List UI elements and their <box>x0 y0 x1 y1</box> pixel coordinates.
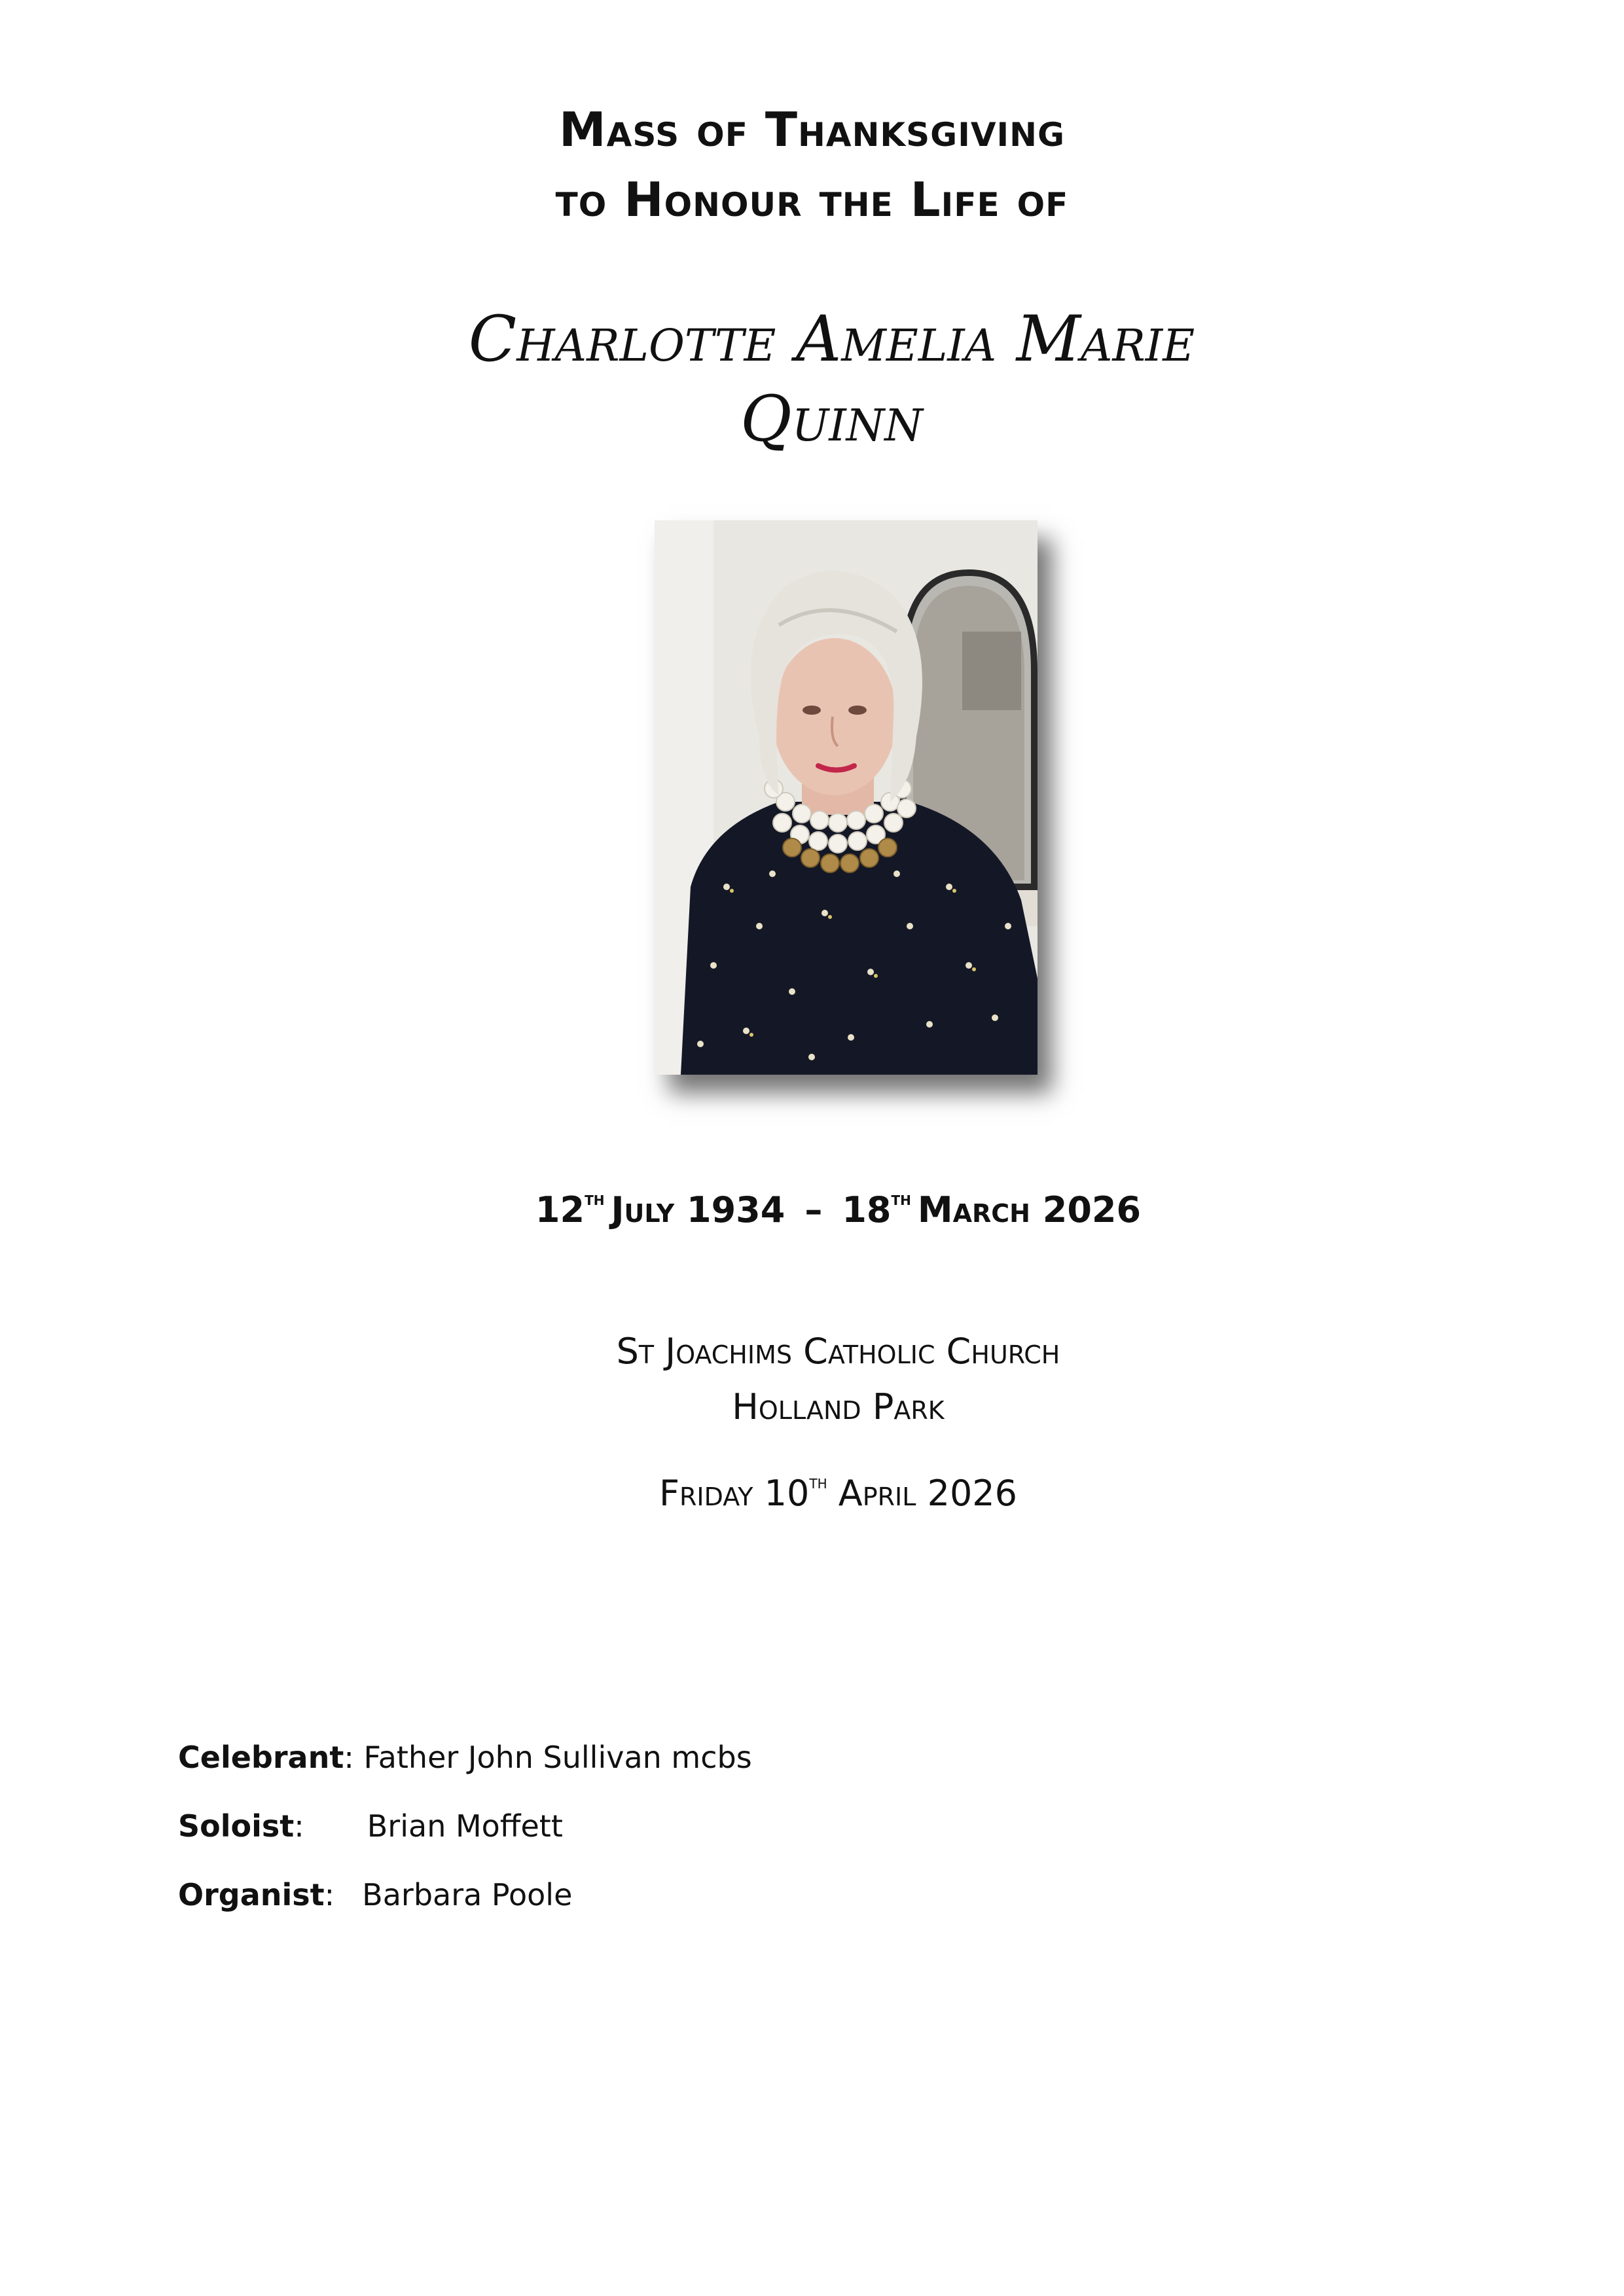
church-suburb: Holland Park <box>732 1386 945 1427</box>
soloist-name: Brian Moffett <box>367 1808 563 1844</box>
service-date-ordinal: th <box>809 1471 827 1493</box>
deceased-name-line-1: Charlotte Amelia Marie <box>468 302 1195 376</box>
service-date-month-year: April 2026 <box>838 1473 1018 1514</box>
organist-label: Organist <box>178 1877 325 1912</box>
credit-soloist: Soloist: Brian Moffett <box>178 1808 563 1844</box>
death-ordinal: th <box>891 1188 911 1210</box>
credit-celebrant: Celebrant: Father John Sullivan mcbs <box>178 1740 752 1775</box>
death-month-year: March 2026 <box>917 1189 1142 1230</box>
life-dates <box>26 1173 1624 1236</box>
portrait-illustration <box>655 520 1038 1075</box>
portrait-photo <box>655 520 1038 1075</box>
service-date <box>26 1456 1624 1520</box>
service-title-line-2: to Honour the Life of <box>555 172 1069 227</box>
birth-ordinal: th <box>585 1188 605 1210</box>
credit-organist: Organist: Barbara Poole <box>178 1877 573 1912</box>
birth-day: 12 <box>535 1189 585 1230</box>
date-separator: – <box>804 1189 823 1230</box>
service-date-day: Friday 10 <box>659 1473 810 1514</box>
celebrant-label: Celebrant <box>178 1740 344 1775</box>
death-day: 18 <box>842 1189 892 1230</box>
soloist-label: Soloist <box>178 1808 295 1844</box>
organist-name: Barbara Poole <box>362 1877 573 1912</box>
deceased-name-line-2: Quinn <box>740 382 923 456</box>
church-name: St Joachims Catholic Church <box>616 1331 1060 1372</box>
celebrant-name: Father John Sullivan mcbs <box>363 1740 752 1775</box>
service-title-line-1: Mass of Thanksgiving <box>559 102 1065 157</box>
birth-month-year: July 1934 <box>611 1189 785 1230</box>
